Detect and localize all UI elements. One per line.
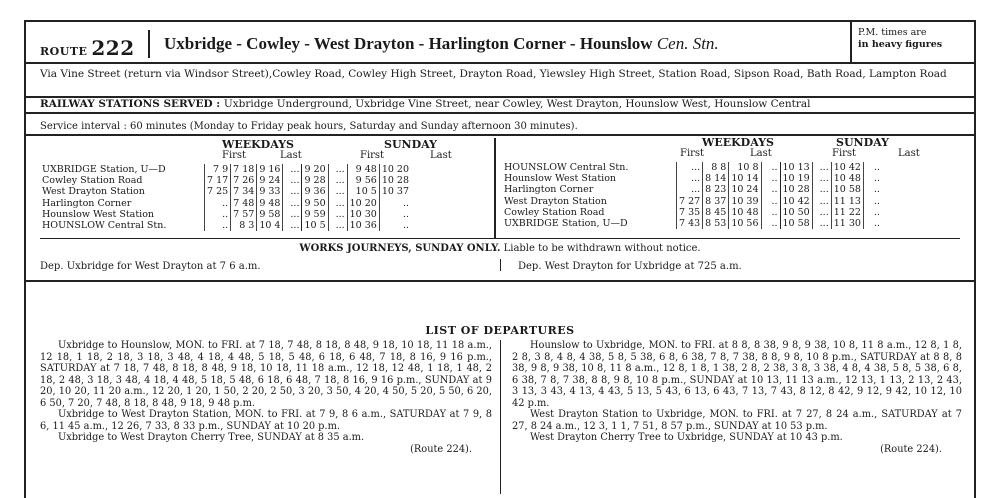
time-cell: .. [761,196,780,207]
time-cell: 10 56 [729,218,761,229]
time-cell: 7 34 [231,186,257,197]
time-cell: 7 57 [231,209,257,220]
time-cell: ... [328,186,347,197]
time-cell: 8 3 [231,220,257,231]
time-cell: ... [677,173,703,184]
weekdays-header: WEEKDAYS [222,138,295,151]
stop-name: West Drayton Station [42,186,145,198]
divider [40,238,960,239]
route-number: 222 [91,36,135,60]
outbound-timetable [40,164,411,231]
time-cell: 10 5 [302,220,328,231]
via-streets: Via Vine Street (return via Windsor Street),Cowley Road, Cowley High Street, Drayton Road, Yiewsley High Street, Station Road, Sipson Road, Bath Road, Lampton Road [40,68,947,80]
stop-name: Hounslow West Station [42,208,155,220]
return-timetable [502,162,882,229]
departures-right [512,340,962,455]
time-cell: 10 42 [831,162,863,173]
timetable-row [40,209,411,220]
time-cell: 9 33 [257,186,283,197]
first-header: First [360,150,385,161]
time-cell: ... [812,173,831,184]
time-cell: 7 48 [231,198,257,209]
time-cell: 10 48 [831,173,863,184]
last-header: Last [750,148,772,159]
time-cell: 10 28 [780,184,812,195]
timetable-row [502,207,882,218]
timetable-divider [494,138,496,238]
time-cell: 9 20 [302,164,328,175]
departure-paragraph: West Drayton Cherry Tree to Uxbridge, SUNDAY at 10 43 p.m. [530,432,843,443]
stop-name: UXBRIDGE Station, U—D [504,218,628,230]
stop-name: UXBRIDGE Station, U—D [42,164,166,176]
time-cell: 9 24 [257,175,283,186]
time-cell: 9 36 [302,186,328,197]
time-cell: ... [677,162,703,173]
time-cell: 7 43 [677,218,703,229]
time-cell: 7 26 [231,175,257,186]
route-panel [24,20,976,498]
time-cell: .. [379,209,411,220]
time-cell: 10 13 [780,162,812,173]
sunday-header: SUNDAY [384,138,437,151]
stop-name: Cowley Station Road [42,175,143,187]
time-cell: 9 56 [347,175,379,186]
stop-name: West Drayton Station [504,195,607,207]
time-cell: .. [205,198,231,209]
railway-stations: RAILWAY STATIONS SERVED : Uxbridge Underground, Uxbridge Vine Street, near Cowley, West Drayton, Hounslow West, Hounslow Central [40,98,811,110]
time-cell: 10 8 [729,162,761,173]
last-header: Last [280,150,302,161]
time-cell: ... [812,196,831,207]
time-cell: ... [328,220,347,231]
time-cell: 9 58 [257,209,283,220]
timetable-row [40,198,411,209]
route-note: (Route 224). [410,443,472,455]
time-cell: .. [863,184,882,195]
first-header: First [832,148,857,159]
time-cell: 8 8 [703,162,729,173]
time-cell: 11 22 [831,207,863,218]
time-cell: 9 50 [302,198,328,209]
time-cell: 7 27 [677,196,703,207]
time-cell: ... [812,207,831,218]
time-cell: ... [283,175,302,186]
time-cell: 7 35 [677,207,703,218]
time-cell: ... [283,198,302,209]
time-cell: .. [863,173,882,184]
time-cell: ... [328,175,347,186]
works-journeys: WORKS JOURNEYS, SUNDAY ONLY. Liable to be withdrawn without notice. [299,243,701,254]
time-cell: ... [283,209,302,220]
departure-paragraph: Uxbridge to Hounslow, MON. to FRI. at 7 18, 7 48, 8 18, 8 48, 9 18, 10 18, 11 18 a.m., 12 18, 1 18, 2 18, 3 18, 3 48, 4 18, 4 48, 5 18, 5 48, 6 18, 6 48, 7 18, 8 16, 9 16 p.m., SATURDAY at 7 18, 7 48, 8 18, 8 48, 9 18, 10 18, 11 18 a.m., 12 18, 12 48, 1 18, 1 48, 2 18, 2 48, 3 18, 3 48, 4 18, 4 48, 5 18, 5 48, 6 18, 6 48, 7 18, 8 16, 9 16 p.m., SUNDAY at 9 20, 10 20, 11 20 a.m., 12 20, 1 20, 1 50, 2 20, 2 50, 3 20, 3 50, 4 20, 4 50, 5 20, 5 50, 6 20, 6 50, 7 20, 7 48, 8 18, 8 48, 9 18, 9 48 p.m. [40,340,492,409]
time-cell: .. [761,207,780,218]
pm-note-divider [850,22,852,62]
route-title: Uxbridge - Cowley - West Drayton - Harlington Corner - Hounslow Cen. Stn. [164,34,719,53]
time-cell: 10 30 [347,209,379,220]
route-label: ROUTE 222 [40,36,135,60]
route-note: (Route 224). [880,443,942,455]
time-cell: 10 58 [831,184,863,195]
timetable-row [40,220,411,231]
time-cell: .. [205,209,231,220]
time-cell: 10 48 [729,207,761,218]
weekdays-header: WEEKDAYS [702,136,775,149]
sunday-header: SUNDAY [836,136,889,149]
pm-note: P.M. times are in heavy figures [858,27,943,50]
time-cell: 7 17 [205,175,231,186]
time-cell: 8 45 [703,207,729,218]
time-cell: 11 13 [831,196,863,207]
stop-name: Harlington Corner [42,197,132,209]
time-cell: 8 23 [703,184,729,195]
time-cell: 8 14 [703,173,729,184]
time-cell: .. [761,173,780,184]
last-header: Last [898,148,920,159]
header-divider [148,30,150,58]
time-cell: ... [328,198,347,209]
stop-name: Harlington Corner [504,184,594,196]
time-cell: 10 14 [729,173,761,184]
time-cell: 10 39 [729,196,761,207]
time-cell: 10 19 [780,173,812,184]
stop-name: HOUNSLOW Central Stn. [504,162,629,174]
stop-name: Hounslow West Station [504,173,617,185]
timetable-row [502,173,882,184]
time-cell: 9 28 [302,175,328,186]
time-cell: 7 25 [205,186,231,197]
list-title: LIST OF DEPARTURES [425,324,575,337]
stop-name: HOUNSLOW Central Stn. [42,220,167,232]
works-dep-uxbridge: Dep. Uxbridge for West Drayton at 7 6 a.m. [40,261,261,272]
timetable-row [40,175,411,186]
time-cell: 10 58 [780,218,812,229]
divider [26,280,976,282]
time-cell: .. [379,198,411,209]
time-cell: .. [863,196,882,207]
time-cell: 10 37 [379,186,411,197]
time-cell: .. [863,162,882,173]
time-cell: 8 37 [703,196,729,207]
time-cell: 10 28 [379,175,411,186]
time-cell: .. [761,218,780,229]
time-cell: 10 36 [347,220,379,231]
service-interval: Service interval : 60 minutes (Monday to Friday peak hours, Saturday and Sunday afternoon 30 minutes). [40,121,578,132]
time-cell: ... [812,162,831,173]
time-cell: 10 4 [257,220,283,231]
time-cell: ... [328,209,347,220]
time-cell: ... [677,184,703,195]
timetable-row [40,164,411,175]
time-cell: 10 5 [347,186,379,197]
time-cell: ... [283,164,302,175]
time-cell: 10 20 [347,198,379,209]
time-cell: ... [328,164,347,175]
first-header: First [680,148,705,159]
time-cell: ... [812,218,831,229]
departure-paragraph: Hounslow to Uxbridge, MON. to FRI. at 8 8, 8 38, 9 8, 9 38, 10 8, 11 8 a.m., 12 8, 1 8, 2 8, 3 8, 4 8, 4 38, 5 8, 5 38, 6 8, 6 38, 7 8, 7 38, 8 8, 9 8, 10 8 p.m., SATURDAY at 8 8, 8 38, 9 8, 9 38, 10 8, 11 8 a.m., 12 8, 1 8, 1 38, 2 8, 2 38, 3 8, 3 38, 4 8, 4 38, 5 8, 5 38, 6 8, 6 38, 7 8, 7 38, 8 8, 9 8, 10 8 p.m., SUNDAY at 10 13, 11 13 a.m., 12 13, 1 13, 2 13, 2 43, 3 13, 3 43, 4 13, 4 43, 5 13, 5 43, 6 13, 6 43, 7 13, 7 43, 8 12, 8 42, 9 12, 9 42, 10 12, 10 42 p.m. [512,340,962,409]
divider [26,62,976,64]
departure-paragraph: Uxbridge to West Drayton Cherry Tree, SUNDAY at 8 35 a.m. [58,432,365,443]
time-cell: .. [863,207,882,218]
timetable-row [40,186,411,197]
time-cell: .. [379,220,411,231]
departures-left [40,340,492,455]
last-header: Last [430,150,452,161]
first-header: First [222,150,247,161]
time-cell: 10 42 [780,196,812,207]
time-cell: 11 30 [831,218,863,229]
time-cell: .. [761,184,780,195]
timetable-row [502,162,882,173]
time-cell: 7 18 [231,164,257,175]
works-dep-west-drayton: Dep. West Drayton for Uxbridge at 725 a.m. [518,261,742,272]
divider [500,259,501,271]
time-cell: 10 24 [729,184,761,195]
time-cell: 9 48 [347,164,379,175]
divider [26,134,976,136]
timetable-row [502,196,882,207]
time-cell: 9 48 [257,198,283,209]
time-cell: 7 9 [205,164,231,175]
stop-name: Cowley Station Road [504,206,605,218]
time-cell: 10 50 [780,207,812,218]
time-cell: 9 59 [302,209,328,220]
departure-paragraph: West Drayton Station to Uxbridge, MON. to FRI. at 7 27, 8 24 a.m., SATURDAY at 7 27, 8 24 a.m., 12 3, 1 1, 7 51, 8 57 p.m., SUNDAY at 10 53 p.m. [512,409,962,432]
time-cell: ... [283,186,302,197]
timetable-row [502,184,882,195]
time-cell: 10 20 [379,164,411,175]
list-divider [500,340,501,494]
time-cell: .. [205,220,231,231]
departure-paragraph: Uxbridge to West Drayton Station, MON. to FRI. at 7 9, 8 6 a.m., SATURDAY at 7 9, 8 6, 11 45 a.m., 12 26, 7 33, 8 33 p.m., SUNDAY at 10 20 p.m. [40,409,492,432]
time-cell: ... [812,184,831,195]
timetable-row [502,218,882,229]
time-cell: 9 16 [257,164,283,175]
time-cell: ... [283,220,302,231]
time-cell: .. [863,218,882,229]
time-cell: 8 53 [703,218,729,229]
divider [26,112,976,114]
time-cell: .. [761,162,780,173]
